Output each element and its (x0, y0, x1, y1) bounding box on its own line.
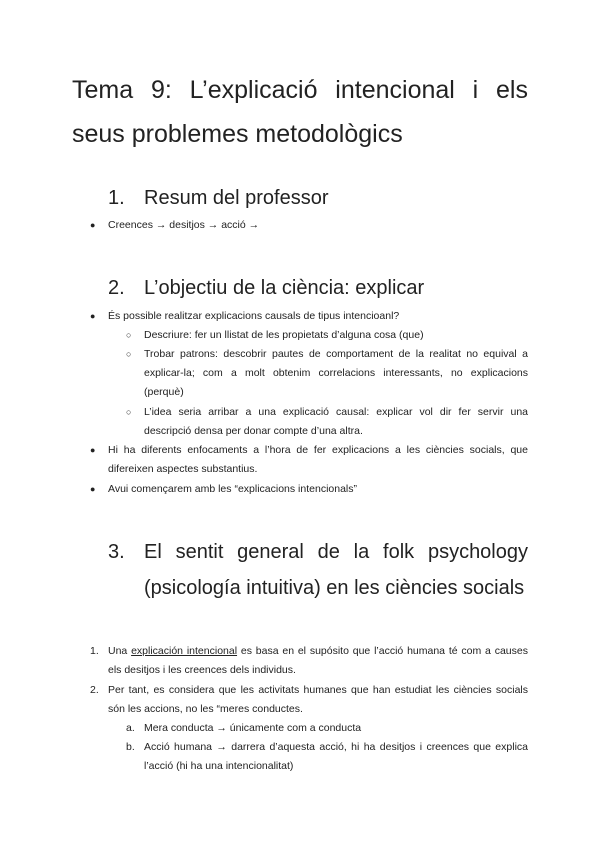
section-1-bullet-1: Creences → desitjos → acció → (108, 219, 260, 231)
section-3-sub-b: Acció humana → darrera d’aquesta acció, hi ha desitjos i creences que explica l’acció (hi ha una intencionalitat) (144, 741, 528, 772)
page-title: Tema 9: L’explicació intencional i els seus problemes metodològics (72, 76, 528, 148)
bullet-icon: ● (90, 220, 96, 230)
section-2-bullet-2: Hi ha diferents enfocaments a l’hora de fer explicacions a les ciències socials, que difereixen aspectes substantius. (108, 444, 528, 475)
section-3-item-2: Per tant, es considera que les activitats humanes que han estudiat les ciències socials són les accions, no les “meres conductes. (108, 684, 528, 715)
section-2-sub-2: Trobar patrons: descobrir pautes de comportament de la realitat no equival a explicar-la; com a molt obtenim correlacions interessants, no explicacions (perquè) (144, 348, 528, 398)
section-2-sub-1: Descriure: fer un llistat de les propietats d’alguna cosa (que) (144, 329, 424, 341)
list-letter: a. (126, 722, 135, 734)
bullet-icon: ● (90, 311, 96, 321)
section-2-number: 2. (108, 277, 125, 299)
section-2-bullet-3: Avui començarem amb les “explicacions intencionals” (108, 483, 358, 495)
section-2-title: L’objectiu de la ciència: explicar (144, 277, 425, 299)
section-3-number: 3. (108, 541, 125, 563)
item-1-prefix: Una (108, 645, 132, 657)
section-3-sub-a: Mera conducta → únicamente com a conducta (144, 722, 362, 734)
section-1-number: 1. (108, 187, 125, 209)
item-1-suffix: es basa en el supósito que l’acció humana té com a causes els desitjos i les creences dels individus. (108, 645, 528, 676)
section-3-title: El sentit general de la folk psychology (psicología intuitiva) en les ciències socials (144, 541, 528, 599)
section-1-title: Resum del professor (144, 187, 329, 209)
section-2-bullet-1: És possible realitzar explicacions causals de tipus intencioanl? (108, 310, 400, 322)
section-3-heading (108, 534, 528, 606)
circle-bullet-icon: ○ (126, 407, 132, 417)
section-3-item-1 (108, 642, 528, 680)
circle-bullet-icon: ○ (126, 330, 132, 340)
intentional-explanation-term: explicación intencional (131, 645, 238, 657)
bullet-icon: ● (90, 484, 96, 494)
list-letter: b. (126, 741, 135, 753)
list-number: 1. (90, 645, 99, 657)
list-number: 2. (90, 684, 99, 696)
bullet-icon: ● (90, 445, 96, 455)
section-2-sub-3: L’idea seria arribar a una explicació causal: explicar vol dir fer servir una descripció densa per donar compte d’una altra. (144, 406, 528, 437)
circle-bullet-icon: ○ (126, 349, 132, 359)
